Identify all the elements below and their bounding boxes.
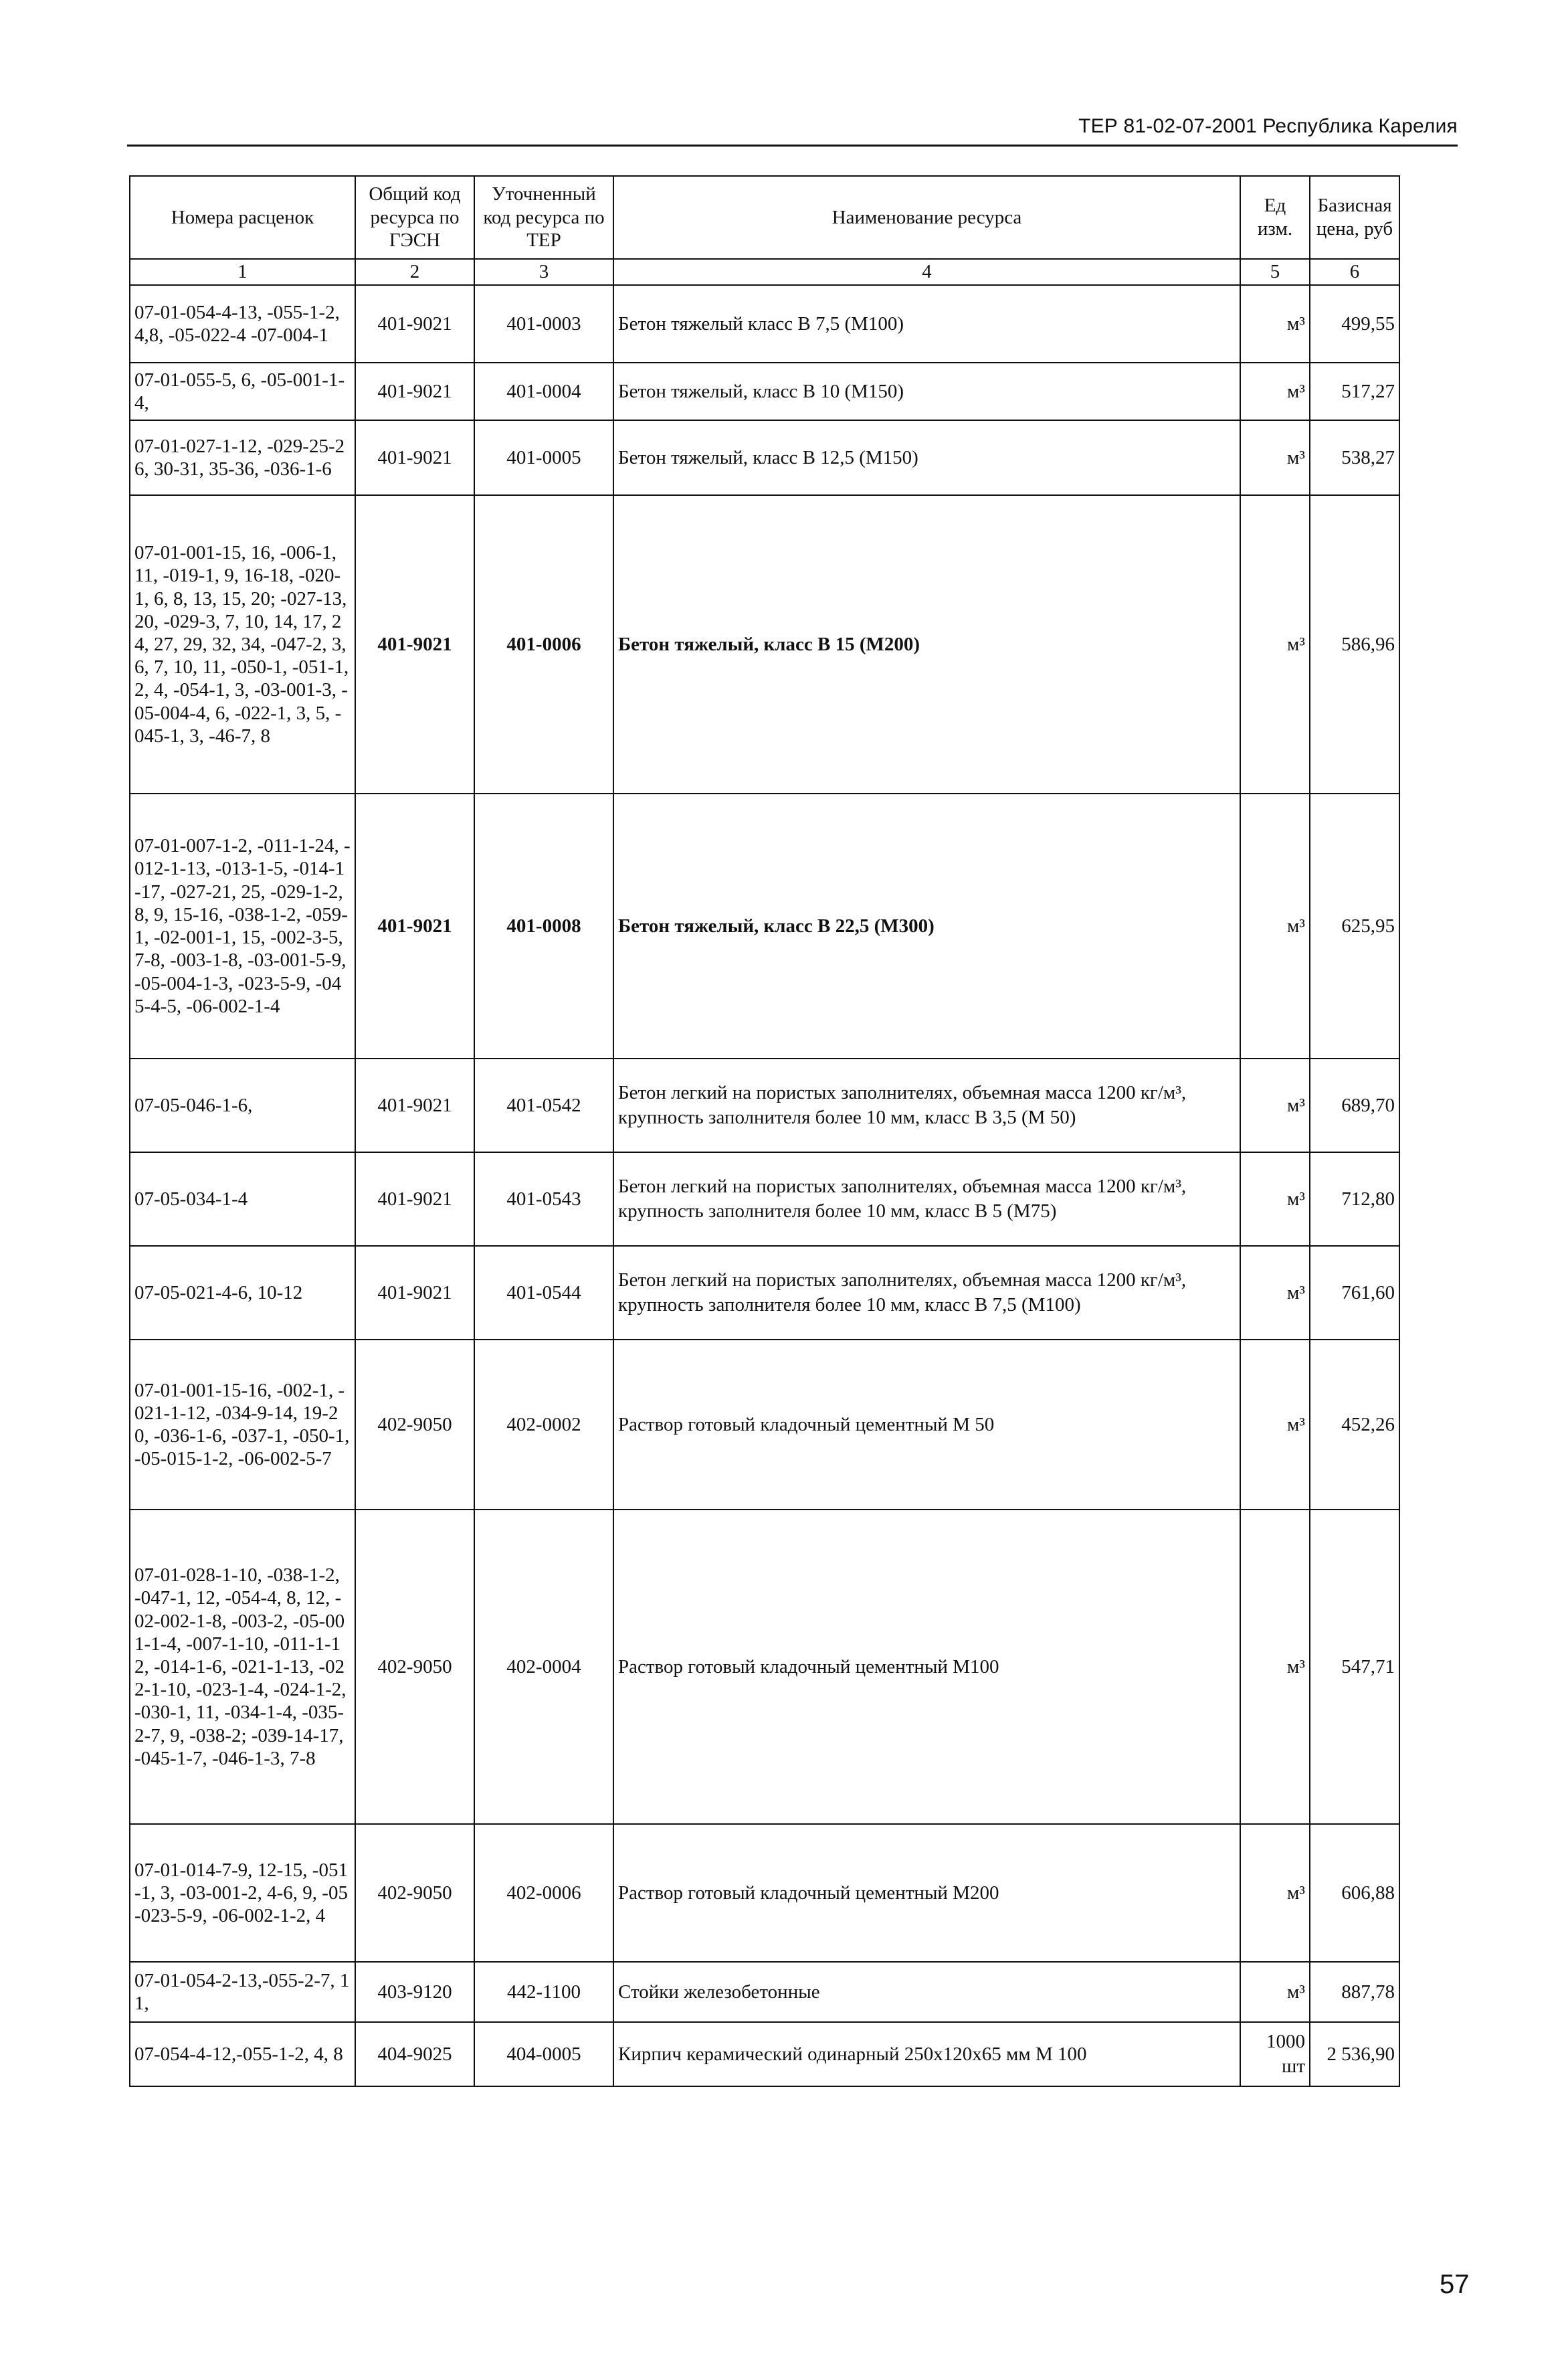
row-codes: 07-01-014-7-9, 12-15, -051-1, 3, -03-001-2, 4-6, 9, -05-023-5-9, -06-002-1-2, 4 [130, 1824, 355, 1962]
row-ter-code: 401-0542 [474, 1059, 613, 1152]
table-row [130, 2022, 1399, 2086]
row-price: 452,26 [1310, 1340, 1399, 1510]
row-unit: м³ [1240, 495, 1310, 794]
table-row [130, 285, 1399, 363]
table-row [130, 1152, 1399, 1246]
resource-price-table [129, 175, 1400, 2087]
row-codes: 07-01-055-5, 6, -05-001-1-4, [130, 363, 355, 420]
column-number: 2 [355, 259, 474, 285]
row-resource-name: Бетон тяжелый, класс В 10 (М150) [613, 363, 1240, 420]
row-codes: 07-01-027-1-12, -029-25-26, 30-31, 35-36, -036-1-6 [130, 420, 355, 495]
row-ter-code: 401-0003 [474, 285, 613, 363]
column-number: 5 [1240, 259, 1310, 285]
header-codes: Номера расценок [130, 176, 355, 259]
table-row [130, 420, 1399, 495]
row-price: 625,95 [1310, 794, 1399, 1059]
row-codes: 07-05-034-1-4 [130, 1152, 355, 1246]
column-number: 1 [130, 259, 355, 285]
row-gesn-code: 401-9021 [355, 1059, 474, 1152]
row-resource-name: Бетон тяжелый, класс В 12,5 (М150) [613, 420, 1240, 495]
row-gesn-code: 404-9025 [355, 2022, 474, 2086]
row-gesn-code: 401-9021 [355, 794, 474, 1059]
table-row [130, 1340, 1399, 1510]
row-codes: 07-01-001-15, 16, -006-1, 11, -019-1, 9, 16-18, -020-1, 6, 8, 13, 15, 20; -027-13, 20, -029-3, 7, 10, 14, 17, 24, 27, 29, 32, 34, -047-2, 3, 6, 7, 10, 11, -050-1, -051-1, 2, 4, -054-1, 3, -03-001-3, -05-004-4, 6, -022-1, 3, 5, -045-1, 3, -46-7, 8 [130, 495, 355, 794]
row-resource-name: Бетон тяжелый, класс В 22,5 (М300) [613, 794, 1240, 1059]
table-row [130, 1059, 1399, 1152]
header-resource-name: Наименование ресурса [613, 176, 1240, 259]
row-price: 689,70 [1310, 1059, 1399, 1152]
row-ter-code: 402-0002 [474, 1340, 613, 1510]
row-price: 547,71 [1310, 1510, 1399, 1824]
row-codes: 07-01-054-2-13,-055-2-7, 11, [130, 1962, 355, 2022]
row-gesn-code: 401-9021 [355, 285, 474, 363]
row-unit: м³ [1240, 1962, 1310, 2022]
row-price: 761,60 [1310, 1246, 1399, 1340]
column-number: 3 [474, 259, 613, 285]
table-row [130, 363, 1399, 420]
row-price: 712,80 [1310, 1152, 1399, 1246]
row-resource-name: Бетон легкий на пористых заполнителях, объемная масса 1200 кг/м³, крупность заполнителя более 10 мм, класс В 7,5 (М100) [613, 1246, 1240, 1340]
document-header-title: ТЕР 81-02-07-2001 Республика Карелия [1078, 115, 1458, 137]
row-price: 517,27 [1310, 363, 1399, 420]
row-unit: м³ [1240, 1340, 1310, 1510]
row-codes: 07-01-028-1-10, -038-1-2, -047-1, 12, -054-4, 8, 12, -02-002-1-8, -003-2, -05-001-1-4, -007-1-10, -011-1-12, -014-1-6, -021-1-13, -022-1-10, -023-1-4, -024-1-2, -030-1, 11, -034-1-4, -035-2-7, 9, -038-2; -039-14-17, -045-1-7, -046-1-3, 7-8 [130, 1510, 355, 1824]
header-price: Базисная цена, руб [1310, 176, 1399, 259]
row-unit: м³ [1240, 1246, 1310, 1340]
row-codes: 07-01-054-4-13, -055-1-2,4,8, -05-022-4 -07-004-1 [130, 285, 355, 363]
column-number: 4 [613, 259, 1240, 285]
row-gesn-code: 401-9021 [355, 363, 474, 420]
row-price: 586,96 [1310, 495, 1399, 794]
row-price: 2 536,90 [1310, 2022, 1399, 2086]
column-number: 6 [1310, 259, 1399, 285]
row-ter-code: 404-0005 [474, 2022, 613, 2086]
row-ter-code: 401-0005 [474, 420, 613, 495]
row-gesn-code: 401-9021 [355, 420, 474, 495]
row-unit: м³ [1240, 1510, 1310, 1824]
header-ter-code: Уточненный код ресурса по ТЕР [474, 176, 613, 259]
row-resource-name: Стойки железобетонные [613, 1962, 1240, 2022]
row-resource-name: Раствор готовый кладочный цементный М200 [613, 1824, 1240, 1962]
row-gesn-code: 401-9021 [355, 1152, 474, 1246]
row-ter-code: 401-0006 [474, 495, 613, 794]
row-codes: 07-01-007-1-2, -011-1-24, -012-1-13, -013-1-5, -014-1-17, -027-21, 25, -029-1-2, 8, 9, 15-16, -038-1-2, -059-1, -02-001-1, 15, -002-3-5, 7-8, -003-1-8, -03-001-5-9, -05-004-1-3, -023-5-9, -045-4-5, -06-002-1-4 [130, 794, 355, 1059]
row-unit: м³ [1240, 285, 1310, 363]
row-ter-code: 402-0006 [474, 1824, 613, 1962]
header-divider [127, 145, 1458, 147]
row-gesn-code: 402-9050 [355, 1340, 474, 1510]
row-ter-code: 401-0008 [474, 794, 613, 1059]
row-ter-code: 401-0004 [474, 363, 613, 420]
row-ter-code: 401-0544 [474, 1246, 613, 1340]
row-codes: 07-01-001-15-16, -002-1, -021-1-12, -034-9-14, 19-20, -036-1-6, -037-1, -050-1, -05-015-1-2, -06-002-5-7 [130, 1340, 355, 1510]
row-gesn-code: 402-9050 [355, 1510, 474, 1824]
row-resource-name: Бетон легкий на пористых заполнителях, объемная масса 1200 кг/м³, крупность заполнителя более 10 мм, класс В 3,5 (М 50) [613, 1059, 1240, 1152]
row-unit: м³ [1240, 363, 1310, 420]
row-price: 538,27 [1310, 420, 1399, 495]
table-row [130, 1246, 1399, 1340]
row-gesn-code: 403-9120 [355, 1962, 474, 2022]
row-unit: м³ [1240, 420, 1310, 495]
table-row [130, 1824, 1399, 1962]
row-gesn-code: 401-9021 [355, 495, 474, 794]
row-unit: м³ [1240, 1152, 1310, 1246]
row-gesn-code: 402-9050 [355, 1824, 474, 1962]
row-unit: м³ [1240, 1824, 1310, 1962]
row-price: 606,88 [1310, 1824, 1399, 1962]
row-resource-name: Раствор готовый кладочный цементный М100 [613, 1510, 1240, 1824]
row-resource-name: Бетон тяжелый класс В 7,5 (М100) [613, 285, 1240, 363]
page-number: 57 [1440, 2270, 1470, 2299]
row-resource-name: Бетон тяжелый, класс В 15 (М200) [613, 495, 1240, 794]
row-resource-name: Бетон легкий на пористых заполнителях, объемная масса 1200 кг/м³, крупность заполнителя более 10 мм, класс В 5 (М75) [613, 1152, 1240, 1246]
table-body [130, 285, 1399, 2086]
row-resource-name: Раствор готовый кладочный цементный М 50 [613, 1340, 1240, 1510]
row-price: 887,78 [1310, 1962, 1399, 2022]
row-ter-code: 402-0004 [474, 1510, 613, 1824]
header-unit: Ед изм. [1240, 176, 1310, 259]
table-row [130, 794, 1399, 1059]
row-codes: 07-05-021-4-6, 10-12 [130, 1246, 355, 1340]
row-unit: 1000 шт [1240, 2022, 1310, 2086]
row-unit: м³ [1240, 1059, 1310, 1152]
table-row [130, 495, 1399, 794]
row-gesn-code: 401-9021 [355, 1246, 474, 1340]
row-codes: 07-05-046-1-6, [130, 1059, 355, 1152]
table-header-row [130, 176, 1399, 259]
row-ter-code: 442-1100 [474, 1962, 613, 2022]
row-ter-code: 401-0543 [474, 1152, 613, 1246]
row-codes: 07-054-4-12,-055-1-2, 4, 8 [130, 2022, 355, 2086]
table-row [130, 1962, 1399, 2022]
column-number-row [130, 259, 1399, 285]
header-gesn-code: Общий код ресурса по ГЭСН [355, 176, 474, 259]
row-unit: м³ [1240, 794, 1310, 1059]
row-resource-name: Кирпич керамический одинарный 250х120х65 мм М 100 [613, 2022, 1240, 2086]
row-price: 499,55 [1310, 285, 1399, 363]
table-row [130, 1510, 1399, 1824]
